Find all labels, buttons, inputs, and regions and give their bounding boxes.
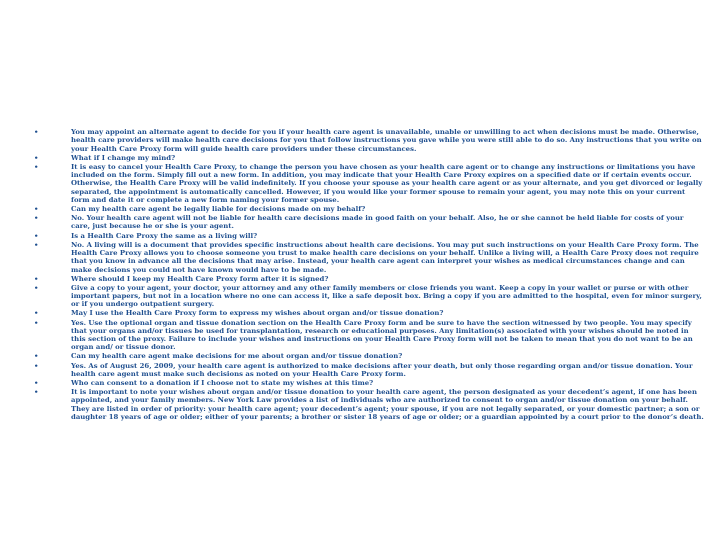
- bullet-text: It is easy to cancel your Health Care Proxy, to change the person you have chosen as your health care agent or to change any instructions or limitations you have included on the form. Simply fill out a new form. In addition, you may indicate that your Health Care Proxy expires on a specified date or if certain events occur. Otherwise, the Health Care Proxy will be valid indefinitely. If you choose your spouse as your health care agent or as your alternate, and you get divorced or legally separated, the appointment is automatically cancelled. However, if you would like your former spouse to remain your agent, you may note this on your current form and date it or complete a new form naming your former spouse.: [71, 162, 703, 204]
- slide-content: [34, 128, 704, 422]
- bullet-text: Where should I keep my Health Care Proxy form after it is signed?: [71, 274, 329, 283]
- bullet-item: [34, 232, 704, 240]
- bullet-dot-icon: •: [34, 205, 39, 214]
- bullet-text: No. Your health care agent will not be liable for health care decisions made in good faith on your behalf. Also, he or she cannot be held liable for costs of your care, just because he or she is your agent.: [71, 214, 684, 231]
- bullet-text: Yes. As of August 26, 2009, your health care agent is authorized to make decisions after your death, but only those regarding organ and/or tissue donation. Your health care agent must make such decisions as noted on your Health Care Proxy form.: [71, 361, 693, 378]
- bullet-dot-icon: •: [34, 318, 39, 327]
- bullet-item: [34, 275, 704, 283]
- bullet-dot-icon: •: [34, 378, 39, 387]
- bullet-item: [34, 163, 704, 204]
- bullet-text: Who can consent to a donation if I choose not to state my wishes at this time?: [71, 378, 374, 387]
- bullet-item: [34, 379, 704, 387]
- bullet-list: [34, 128, 704, 421]
- bullet-item: [34, 388, 704, 421]
- bullet-item: [34, 214, 704, 231]
- bullet-dot-icon: •: [34, 361, 39, 370]
- bullet-item: [34, 154, 704, 162]
- bullet-dot-icon: •: [34, 153, 39, 162]
- bullet-dot-icon: •: [34, 162, 39, 171]
- bullet-text: Yes. Use the optional organ and tissue donation section on the Health Care Proxy form and be sure to have the section witnessed by two people. You may specify that your organs and/or tissues be used for transplantation, research or educational purposes. Any limitation(s) associated with your wishes should be noted in this section of the proxy. Failure to include your wishes and instructions on your Health Care Proxy form will not be taken to mean that you do not want to be an organ and/ or tissue donor.: [71, 318, 693, 352]
- bullet-item: [34, 205, 704, 213]
- bullet-item: [34, 319, 704, 352]
- bullet-text: It is important to note your wishes about organ and/or tissue donation to your health care agent, the person designated as your decedent’s agent, if one has been appointed, and your family members. New York Law provides a list of individuals who are authorized to consent to organ and/or tissue donation on your behalf. They are listed in order of priority: your health care agent; your decedent’s agent; your spouse, if you are not legally separated, or your domestic partner; a son or daughter 18 years of age or older; either of your parents; a brother or sister 18 years of age or older; or a guardian appointed by a court prior to the donor’s death.: [71, 388, 704, 421]
- bullet-item: [34, 128, 704, 153]
- bullet-item: [34, 241, 704, 274]
- bullet-dot-icon: •: [34, 352, 39, 361]
- bullet-dot-icon: •: [34, 388, 39, 397]
- bullet-item: [34, 309, 704, 317]
- bullet-text: No. A living will is a document that provides specific instructions about health care decisions. You may put such instructions on your Health Care Proxy form. The Health Care Proxy allows you to choose someone you trust to make health care decisions on your behalf. Unlike a living will, a Health Care Proxy does not require that you know in advance all the decisions that may arise. Instead, your health care agent can interpret your wishes as medical circumstances change and can make decisions you could not have known would have to be made.: [71, 240, 699, 274]
- bullet-text: Is a Health Care Proxy the same as a living will?: [71, 231, 258, 240]
- bullet-text: Can my health care agent make decisions for me about organ and/or tissue donation?: [71, 352, 403, 361]
- bullet-item: [34, 362, 704, 379]
- bullet-text: What if I change my mind?: [71, 153, 176, 162]
- bullet-dot-icon: •: [34, 128, 39, 136]
- bullet-dot-icon: •: [34, 214, 39, 223]
- bullet-dot-icon: •: [34, 274, 39, 283]
- bullet-item: [34, 352, 704, 360]
- bullet-dot-icon: •: [34, 240, 39, 249]
- bullet-dot-icon: •: [34, 231, 39, 240]
- bullet-text: May I use the Health Care Proxy form to express my wishes about organ and/or tissue donation?: [71, 309, 444, 318]
- bullet-item: [34, 284, 704, 309]
- bullet-text: You may appoint an alternate agent to decide for you if your health care agent is unavailable, unable or unwilling to act when decisions must be made. Otherwise, health care providers will make health care decisions for you that follow instructions you gave while you were still able to do so. Any instructions that you write on your Health Care Proxy form will guide health care providers under these circumstances.: [71, 128, 702, 153]
- bullet-text: Can my health care agent be legally liable for decisions made on my behalf?: [71, 205, 366, 214]
- bullet-text: Give a copy to your agent, your doctor, your attorney and any other family members or close friends you want. Keep a copy in your wallet or purse or with other important papers, but not in a location where no one can access it, like a safe deposit box. Bring a copy if you are admitted to the hospital, even for minor surgery, or if you undergo outpatient surgery.: [71, 283, 702, 309]
- bullet-dot-icon: •: [34, 309, 39, 318]
- bullet-dot-icon: •: [34, 283, 39, 292]
